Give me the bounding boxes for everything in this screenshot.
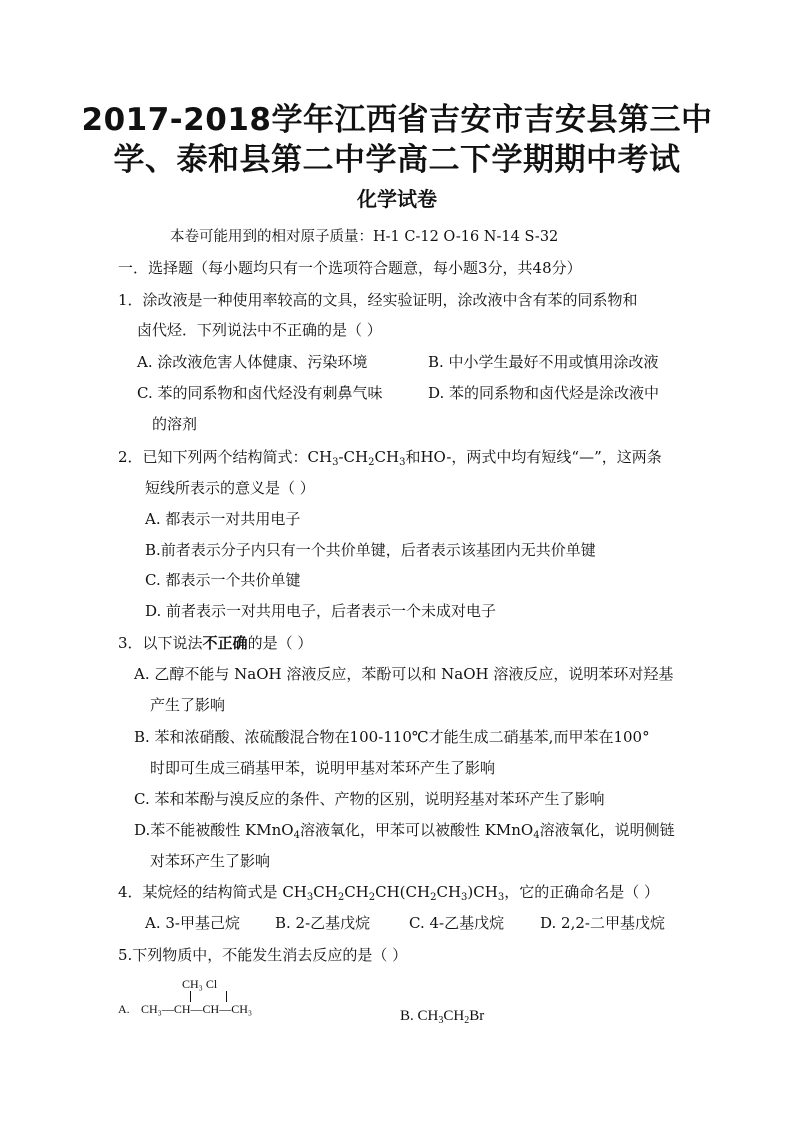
q5-option-a-bond-1: [190, 991, 191, 1002]
exam-subtitle: 化学试卷: [357, 187, 437, 211]
q3-option-b-line2: 时即可生成三硝基甲苯，说明甲基对苯环产生了影响: [150, 759, 496, 777]
q1-option-d-line2: 的溶剂: [152, 415, 198, 433]
section-heading: 一．选择题（每小题均只有一个选项符合题意，每小题3分，共48分）: [118, 259, 582, 277]
q5-option-a-bond-2: [226, 991, 227, 1002]
q4-option-c: C. 4-乙基戊烷: [409, 914, 505, 932]
q2-option-d: D. 前者表示一对共用电子，后者表示一个未成对电子: [145, 602, 497, 620]
q1-stem-line2: 卤代烃．下列说法中不正确的是（ ）: [137, 321, 382, 339]
q2-stem-line1: 2．已知下列两个结构简式：$CH_3-CH_2CH_3$和HO-，两式中均有短线“—”，这两条: [118, 448, 662, 468]
q1-option-c: C. 苯的同系物和卤代烃没有刺鼻气味: [137, 384, 383, 402]
q5-stem: 5.下列物质中，不能发生消去反应的是（ ）: [118, 946, 408, 964]
q4-option-d: D. 2,2-二甲基戊烷: [540, 914, 665, 932]
q5-option-b: B. $CH_3CH_2Br$: [400, 1008, 485, 1026]
q3-emphasis: 不正确: [202, 634, 248, 652]
q3-option-b-line1: B. 苯和浓硝酸、浓硫酸混合物在100-110℃才能生成二硝基苯,而甲苯在100°: [134, 728, 650, 746]
q3-option-d-line2: 对苯环产生了影响: [150, 852, 271, 870]
q1-option-b: B. 中小学生最好不用或慎用涂改液: [428, 353, 659, 371]
q5-option-a-formula: CH₃—CH—CH—CH₃: [141, 1002, 253, 1016]
q4-option-b: B. 2-乙基戊烷: [275, 914, 371, 932]
q2-option-b: B.前者表示分子内只有一个共价单键，后者表示该基团内无共价单键: [145, 541, 596, 559]
q5-option-a-label: A.: [118, 1002, 130, 1016]
exam-title-line1: 2017-2018学年江西省吉安市吉安县第三中: [81, 102, 713, 138]
q2-stem-line2: 短线所表示的意义是（ ）: [145, 479, 315, 497]
q5-option-a-substituents: CH₃ Cl: [182, 977, 218, 991]
q3-option-a-line1: A. 乙醇不能与 NaOH 溶液反应，苯酚可以和 NaOH 溶液反应，说明苯环对羟基: [134, 665, 674, 683]
q4-stem: 4．某烷烃的结构简式是 $CH_3CH_2CH_2CH(CH_2CH_3)CH_3$，它的正确命名是（ ）: [118, 883, 659, 903]
atomic-masses-note: 本卷可能用到的相对原子质量：H-1 C-12 O-16 N-14 S-32: [170, 229, 559, 245]
q4-option-a: A. 3-甲基己烷: [145, 914, 240, 932]
q3-option-d-line1: D.苯不能被酸性 KMnO$_4$溶液氧化，甲苯可以被酸性 KMnO$_4$溶液氧化，说明侧链: [134, 821, 675, 841]
q3-option-c: C. 苯和苯酚与溴反应的条件、产物的区别，说明羟基对苯环产生了影响: [134, 790, 605, 808]
q2-option-c: C. 都表示一个共价单键: [145, 571, 301, 589]
q1-stem-line1: 1．涂改液是一种使用率较高的文具，经实验证明，涂改液中含有苯的同系物和: [118, 291, 638, 309]
q2-option-a: A. 都表示一对共用电子: [145, 510, 301, 528]
q1-option-a: A. 涂改液危害人体健康、污染环境: [137, 353, 368, 371]
exam-title-line2: 学、泰和县第二中学高二下学期期中考试: [113, 142, 681, 178]
q3-option-a-line2: 产生了影响: [150, 696, 226, 714]
q1-option-d-line1: D. 苯的同系物和卤代烃是涂改液中: [428, 384, 660, 402]
q3-stem: 3．以下说法不正确的是（ ）: [118, 634, 313, 652]
